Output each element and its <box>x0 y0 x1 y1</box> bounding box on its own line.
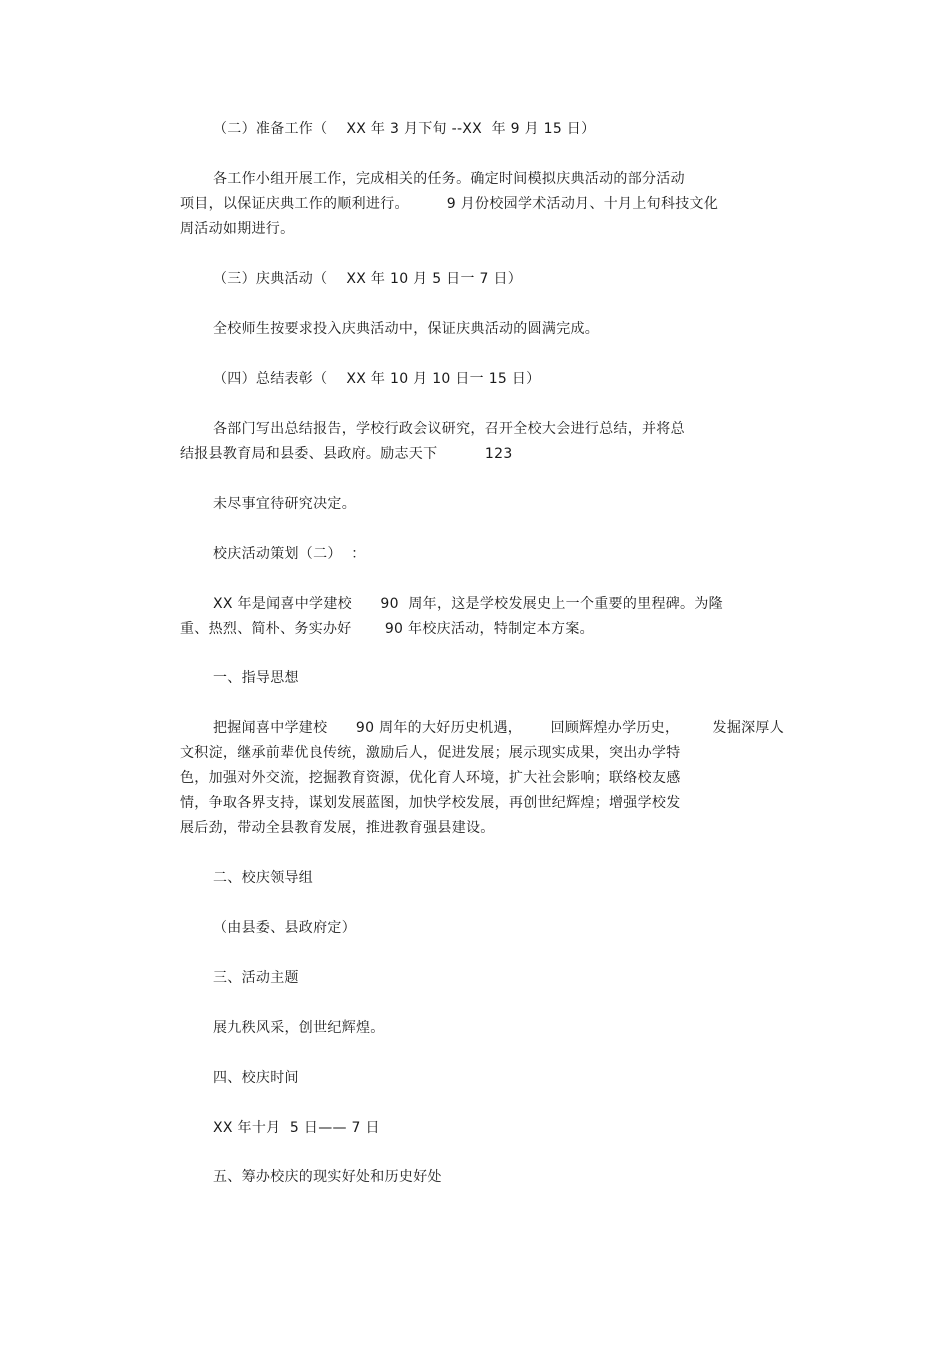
paragraph-line: XX 年十月 5 日—— 7 日 <box>213 1120 380 1136</box>
paragraph-line: 各工作小组开展工作，完成相关的任务。确定时间模拟庆典活动的部分活动 <box>213 171 685 187</box>
paragraph-line: 文积淀，继承前辈优良传统，激励后人，促进发展；展示现实成果，突出办学特 <box>180 745 681 761</box>
section-heading-time: 四、校庆时间 <box>213 1070 299 1086</box>
plan-title: 校庆活动策划（二） ： <box>213 546 366 562</box>
paragraph-line: 展后劲，带动全县教育发展，推进教育强县建设。 <box>180 820 495 836</box>
paragraph-line: 全校师生按要求投入庆典活动中，保证庆典活动的圆满完成。 <box>213 321 600 337</box>
paragraph-line: 重、热烈、简朴、务实办好 90 年校庆活动，特制定本方案。 <box>180 621 594 637</box>
paragraph-line: 展九秩风采，创世纪辉煌。 <box>213 1020 385 1036</box>
paragraph-line: （由县委、县政府定） <box>213 920 356 936</box>
paragraph-line: 结报县教育局和县委、县政府。励志天下 123 <box>180 446 513 462</box>
paragraph-line: 把握闻喜中学建校 90 周年的大好历史机遇， 回顾辉煌办学历史， 发掘深厚人 <box>213 720 785 736</box>
paragraph-line: 项目，以保证庆典工作的顺利进行。 9 月份校园学术活动月、十月上旬科技文化 <box>180 196 719 212</box>
paragraph-line: 各部门写出总结报告，学校行政会议研究，召开全校大会进行总结，并将总 <box>213 421 685 437</box>
section-heading-guiding-thought: 一、指导思想 <box>213 670 299 686</box>
section-heading-significance: 五、筹办校庆的现实好处和历史好处 <box>213 1169 442 1185</box>
paragraph-line: 周活动如期进行。 <box>180 221 295 237</box>
paragraph-line: 未尽事宜待研究决定。 <box>213 496 356 512</box>
section-heading-theme: 三、活动主题 <box>213 970 299 986</box>
paragraph-line: 色，加强对外交流，挖掘教育资源，优化育人环境，扩大社会影响；联络校友感 <box>180 770 681 786</box>
section-heading-celebration: （三）庆典活动（ XX 年 10 月 5 日一 7 日） <box>213 271 523 287</box>
section-heading-preparation: （二）准备工作（ XX 年 3 月下旬 --XX 年 9 月 15 日） <box>213 121 596 137</box>
section-heading-summary: （四）总结表彰（ XX 年 10 月 10 日一 15 日） <box>213 371 541 387</box>
paragraph-line: 情，争取各界支持，谋划发展蓝图，加快学校发展，再创世纪辉煌；增强学校发 <box>180 795 681 811</box>
paragraph-line: XX 年是闻喜中学建校 90 周年，这是学校发展史上一个重要的里程碑。为隆 <box>213 596 723 612</box>
section-heading-leadership: 二、校庆领导组 <box>213 870 314 886</box>
